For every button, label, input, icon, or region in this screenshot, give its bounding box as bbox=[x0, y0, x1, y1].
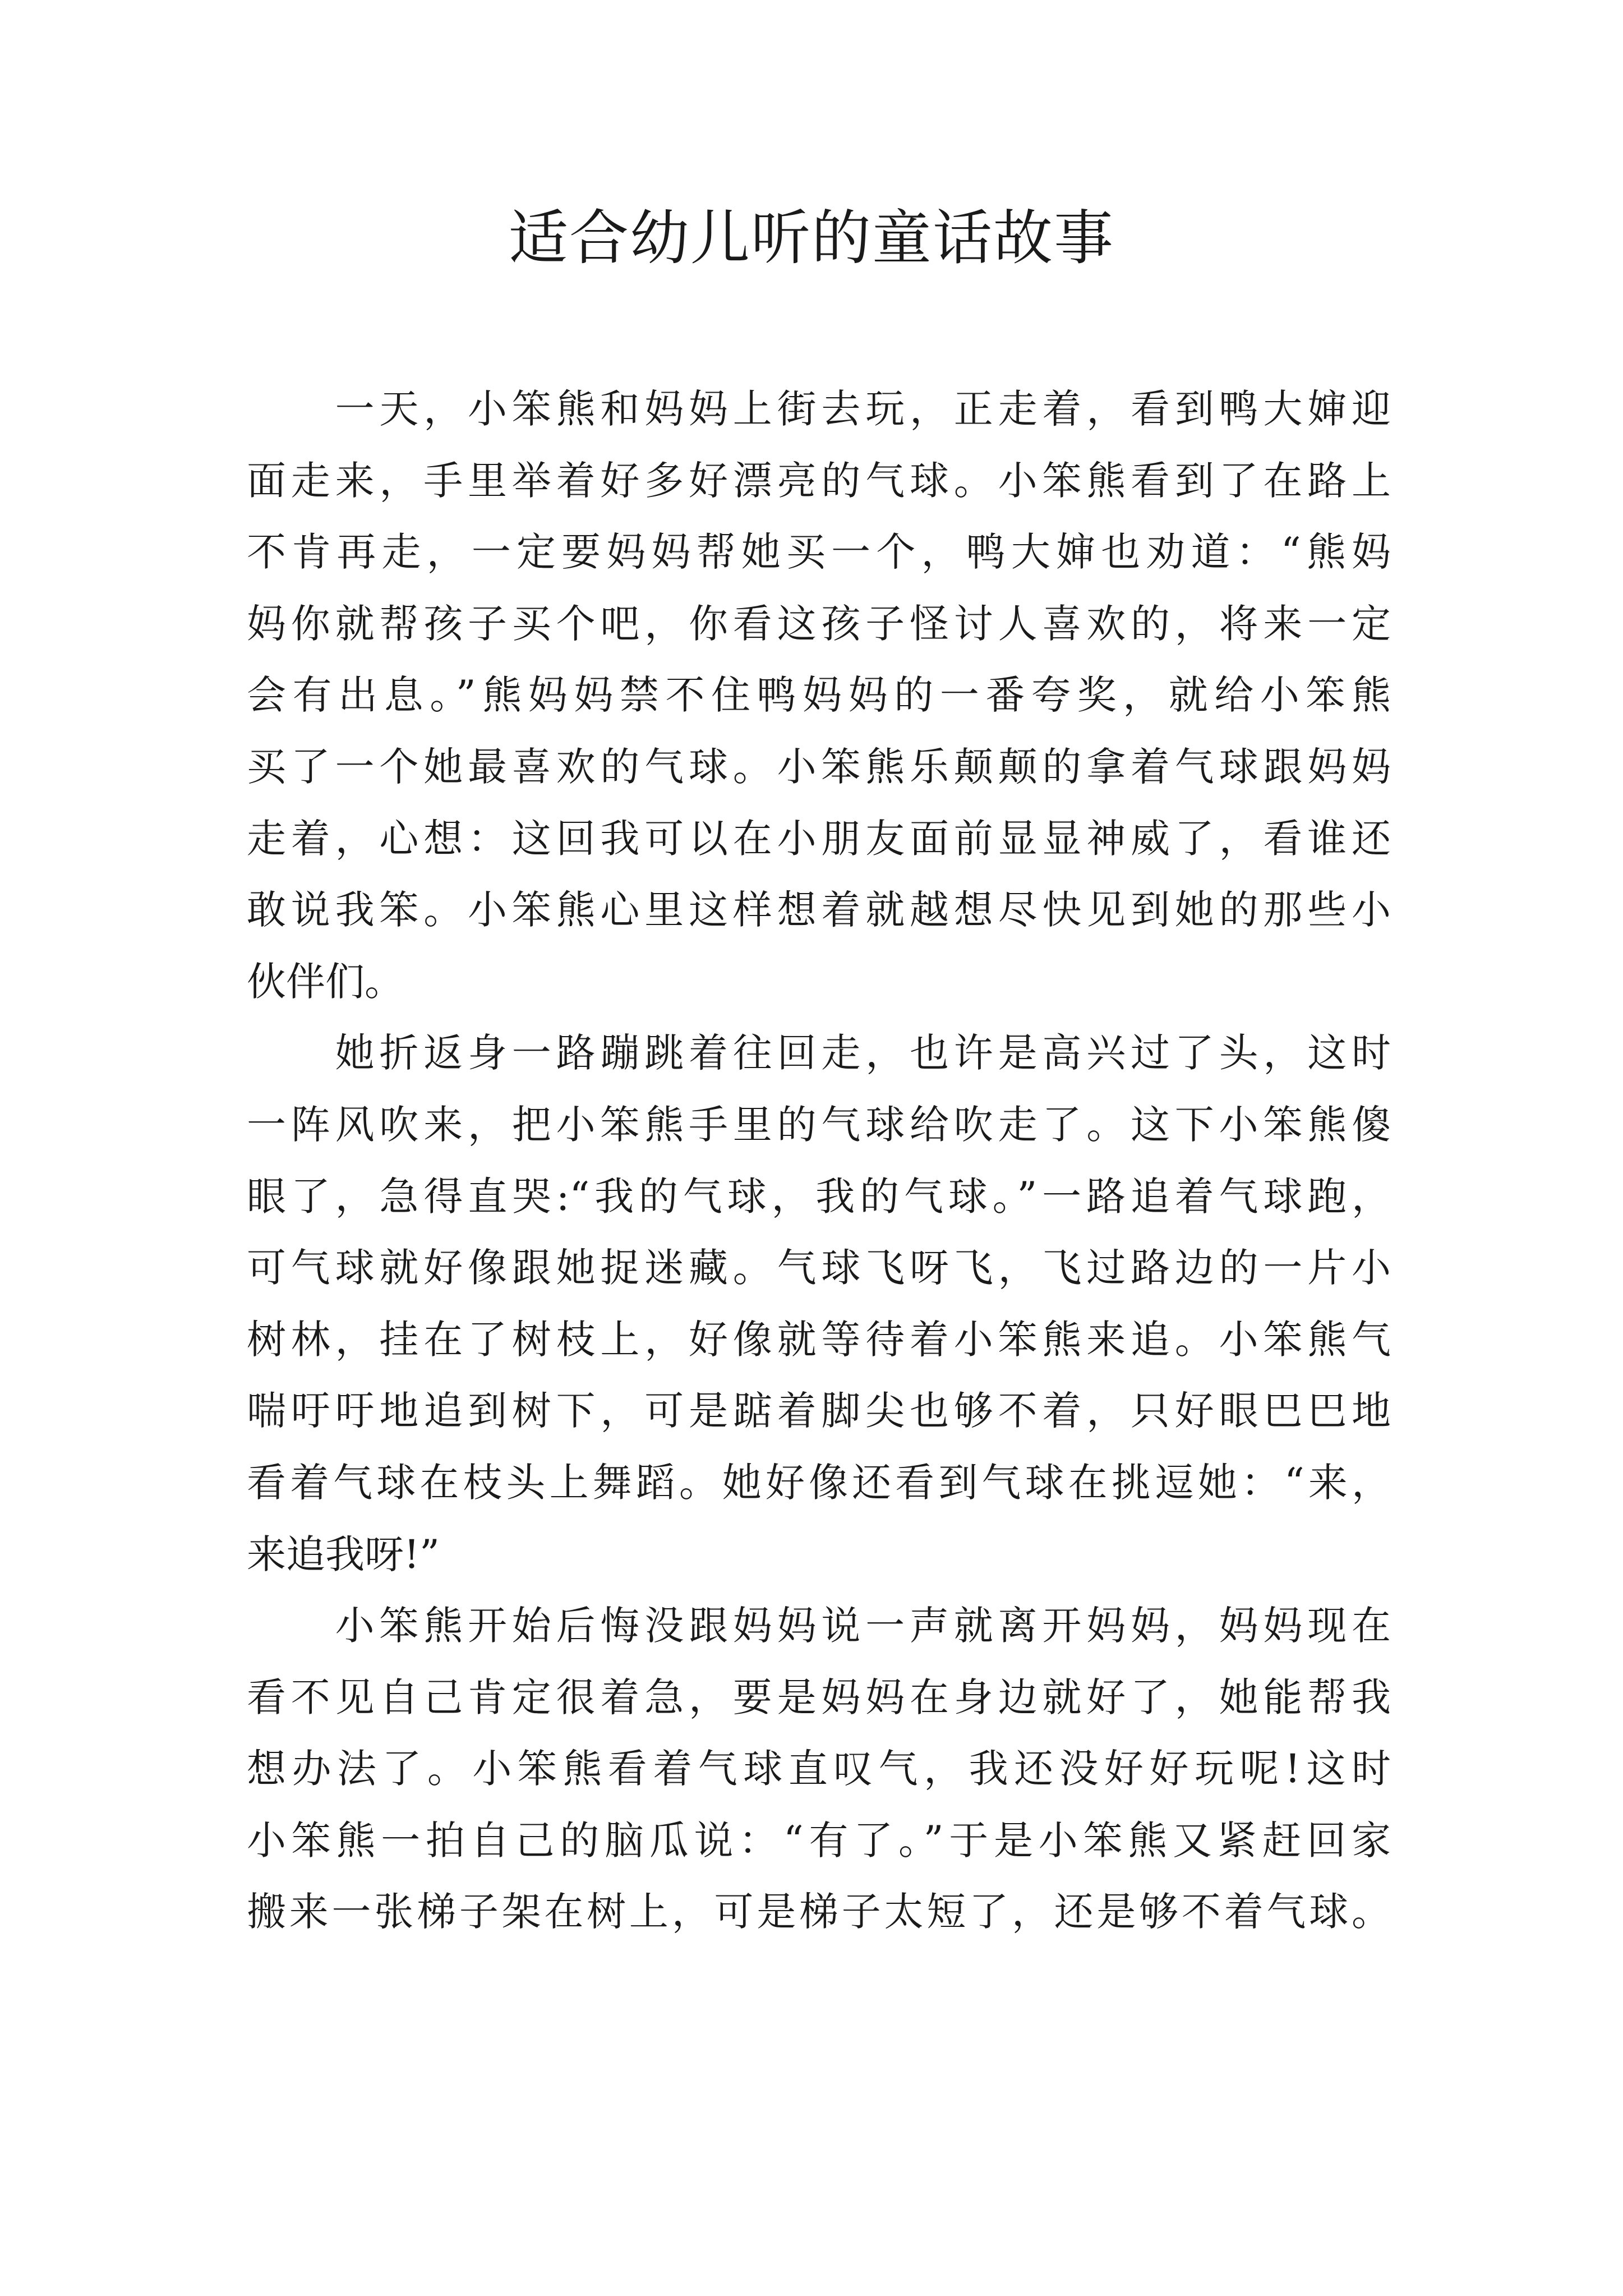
text-line: 小笨熊开始后悔没跟妈妈说一声就离开妈妈，妈妈现在 bbox=[247, 1603, 1391, 1649]
text-line: 小笨熊一拍自己的脑瓜说：“有了。”于是小笨熊又紧赶回家 bbox=[247, 1817, 1391, 1864]
text-line: 想办法了。小笨熊看着气球直叹气，我还没好好玩呢!这时 bbox=[247, 1746, 1391, 1792]
text-line: 一天，小笨熊和妈妈上街去玩，正走着，看到鸭大婶迎 bbox=[247, 386, 1391, 432]
document-title: 适合幼儿听的童话故事 bbox=[509, 204, 1114, 273]
text-line: 一阵风吹来，把小笨熊手里的气球给吹走了。这下小笨熊傻 bbox=[247, 1101, 1391, 1148]
text-line: 眼了，急得直哭:“我的气球，我的气球。”一路追着气球跑， bbox=[247, 1173, 1391, 1220]
text-line: 喘吁吁地追到树下，可是踮着脚尖也够不着，只好眼巴巴地 bbox=[247, 1388, 1391, 1434]
text-line: 不肯再走，一定要妈妈帮她买一个，鸭大婶也劝道：“熊妈 bbox=[247, 529, 1391, 576]
text-line: 她折返身一路蹦跳着往回走，也许是高兴过了头，这时 bbox=[247, 1030, 1391, 1076]
text-line: 搬来一张梯子架在树上，可是梯子太短了，还是够不着气球。 bbox=[247, 1889, 1391, 1935]
text-line: 来追我呀!” bbox=[247, 1531, 440, 1577]
text-line: 敢说我笨。小笨熊心里这样想着就越想尽快见到她的那些小 bbox=[247, 887, 1391, 933]
text-line: 树林，挂在了树枝上，好像就等待着小笨熊来追。小笨熊气 bbox=[247, 1316, 1391, 1363]
text-line: 妈你就帮孩子买个吧，你看这孩子怪讨人喜欢的，将来一定 bbox=[247, 600, 1391, 647]
text-line: 买了一个她最喜欢的气球。小笨熊乐颠颠的拿着气球跟妈妈 bbox=[247, 743, 1391, 790]
text-line: 可气球就好像跟她捉迷藏。气球飞呀飞，飞过路边的一片小 bbox=[247, 1245, 1391, 1291]
text-line: 看不见自己肯定很着急，要是妈妈在身边就好了，她能帮我 bbox=[247, 1674, 1391, 1720]
text-line: 看着气球在枝头上舞蹈。她好像还看到气球在挑逗她：“来， bbox=[247, 1459, 1391, 1506]
text-line: 面走来，手里举着好多好漂亮的气球。小笨熊看到了在路上 bbox=[247, 457, 1391, 504]
text-line: 伙伴们。 bbox=[247, 958, 404, 1005]
story-body bbox=[247, 374, 1391, 1948]
text-line: 会有出息。”熊妈妈禁不住鸭妈妈的一番夸奖，就给小笨熊 bbox=[247, 672, 1391, 719]
text-line: 走着，心想：这回我可以在小朋友面前显显神威了，看谁还 bbox=[247, 815, 1391, 862]
